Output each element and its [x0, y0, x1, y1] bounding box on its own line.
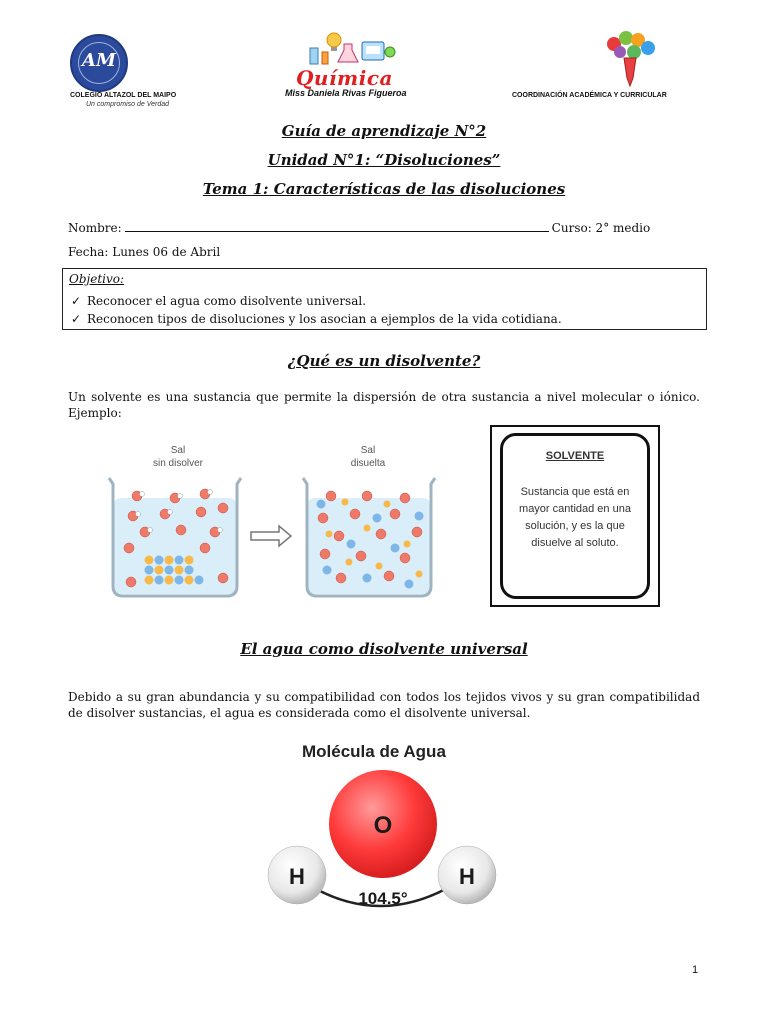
objective-label: Objetivo: [69, 272, 125, 286]
objective-box [62, 268, 707, 330]
topic-title: Tema 1: Características de las disoluciones [202, 180, 566, 198]
dissolution-illustration [105, 474, 445, 600]
checkmark-icon: ✓ [71, 312, 82, 326]
beaker-dissolved-icon [303, 478, 435, 596]
coordination-logo [600, 30, 660, 88]
section2-text: Debido a su gran abundancia y su compatibilidad con todos los tejidos vivos y su gran compatibilidad de disolver sustancias, el agua es considerada como el disolvente universal. [68, 690, 700, 720]
name-row [68, 221, 650, 235]
water-molecule-diagram [260, 770, 500, 920]
solvente-definition-card [490, 425, 660, 607]
molecule-title: Molécula de Agua [302, 742, 446, 761]
name-field[interactable] [125, 221, 549, 232]
beaker-undissolved-icon [109, 478, 241, 596]
objective-item: ✓ Reconocer el agua como disolvente universal. [71, 294, 367, 308]
oxygen-label: O [373, 812, 393, 839]
teacher-name: Miss Daniela Rivas Figueroa [285, 88, 407, 98]
solvente-card-title: SOLVENTE [545, 450, 605, 462]
guide-title: Guía de aprendizaje N°2 [281, 122, 487, 140]
section1-heading: ¿Qué es un disolvente? [287, 352, 481, 370]
unit-title: Unidad N°1: “Disoluciones” [267, 151, 501, 169]
coordination-label: COORDINACIÓN ACADÉMICA Y CURRICULAR [512, 92, 667, 99]
solvente-card-text: Sustancia que está en mayor cantidad en una solución, y es la que disuelve al soluto. [519, 486, 631, 549]
course-label: Curso: 2° medio [551, 221, 651, 235]
checkmark-icon: ✓ [71, 294, 82, 308]
name-label: Nombre: [68, 221, 122, 235]
school-logo-monogram: AM [82, 50, 116, 71]
school-logo [70, 34, 128, 92]
page-number: 1 [692, 964, 699, 976]
hydrogen-left-label: H [289, 864, 305, 889]
beaker1-label: Sal sin disolver [152, 445, 204, 469]
school-name: COLEGIO ALTAZOL DEL MAIPO [70, 92, 177, 99]
date-label: Fecha: Lunes 06 de Abril [68, 245, 221, 259]
subject-title: Química [296, 66, 393, 90]
bond-angle-label: 104.5° [358, 889, 408, 908]
hydrogen-right-label: H [459, 864, 475, 889]
beaker2-label: Sal disuelta [350, 445, 386, 469]
arrow-right-icon [251, 526, 291, 546]
objective-item: ✓ Reconocen tipos de disoluciones y los asocian a ejemplos de la vida cotidiana. [71, 312, 562, 326]
section2-heading: El agua como disolvente universal [240, 640, 528, 658]
section1-text: Un solvente es una sustancia que permite la dispersión de otra sustancia a nivel molecular o iónico. Ejemplo: [68, 390, 700, 420]
school-motto: Un compromiso de Verdad [86, 101, 170, 108]
